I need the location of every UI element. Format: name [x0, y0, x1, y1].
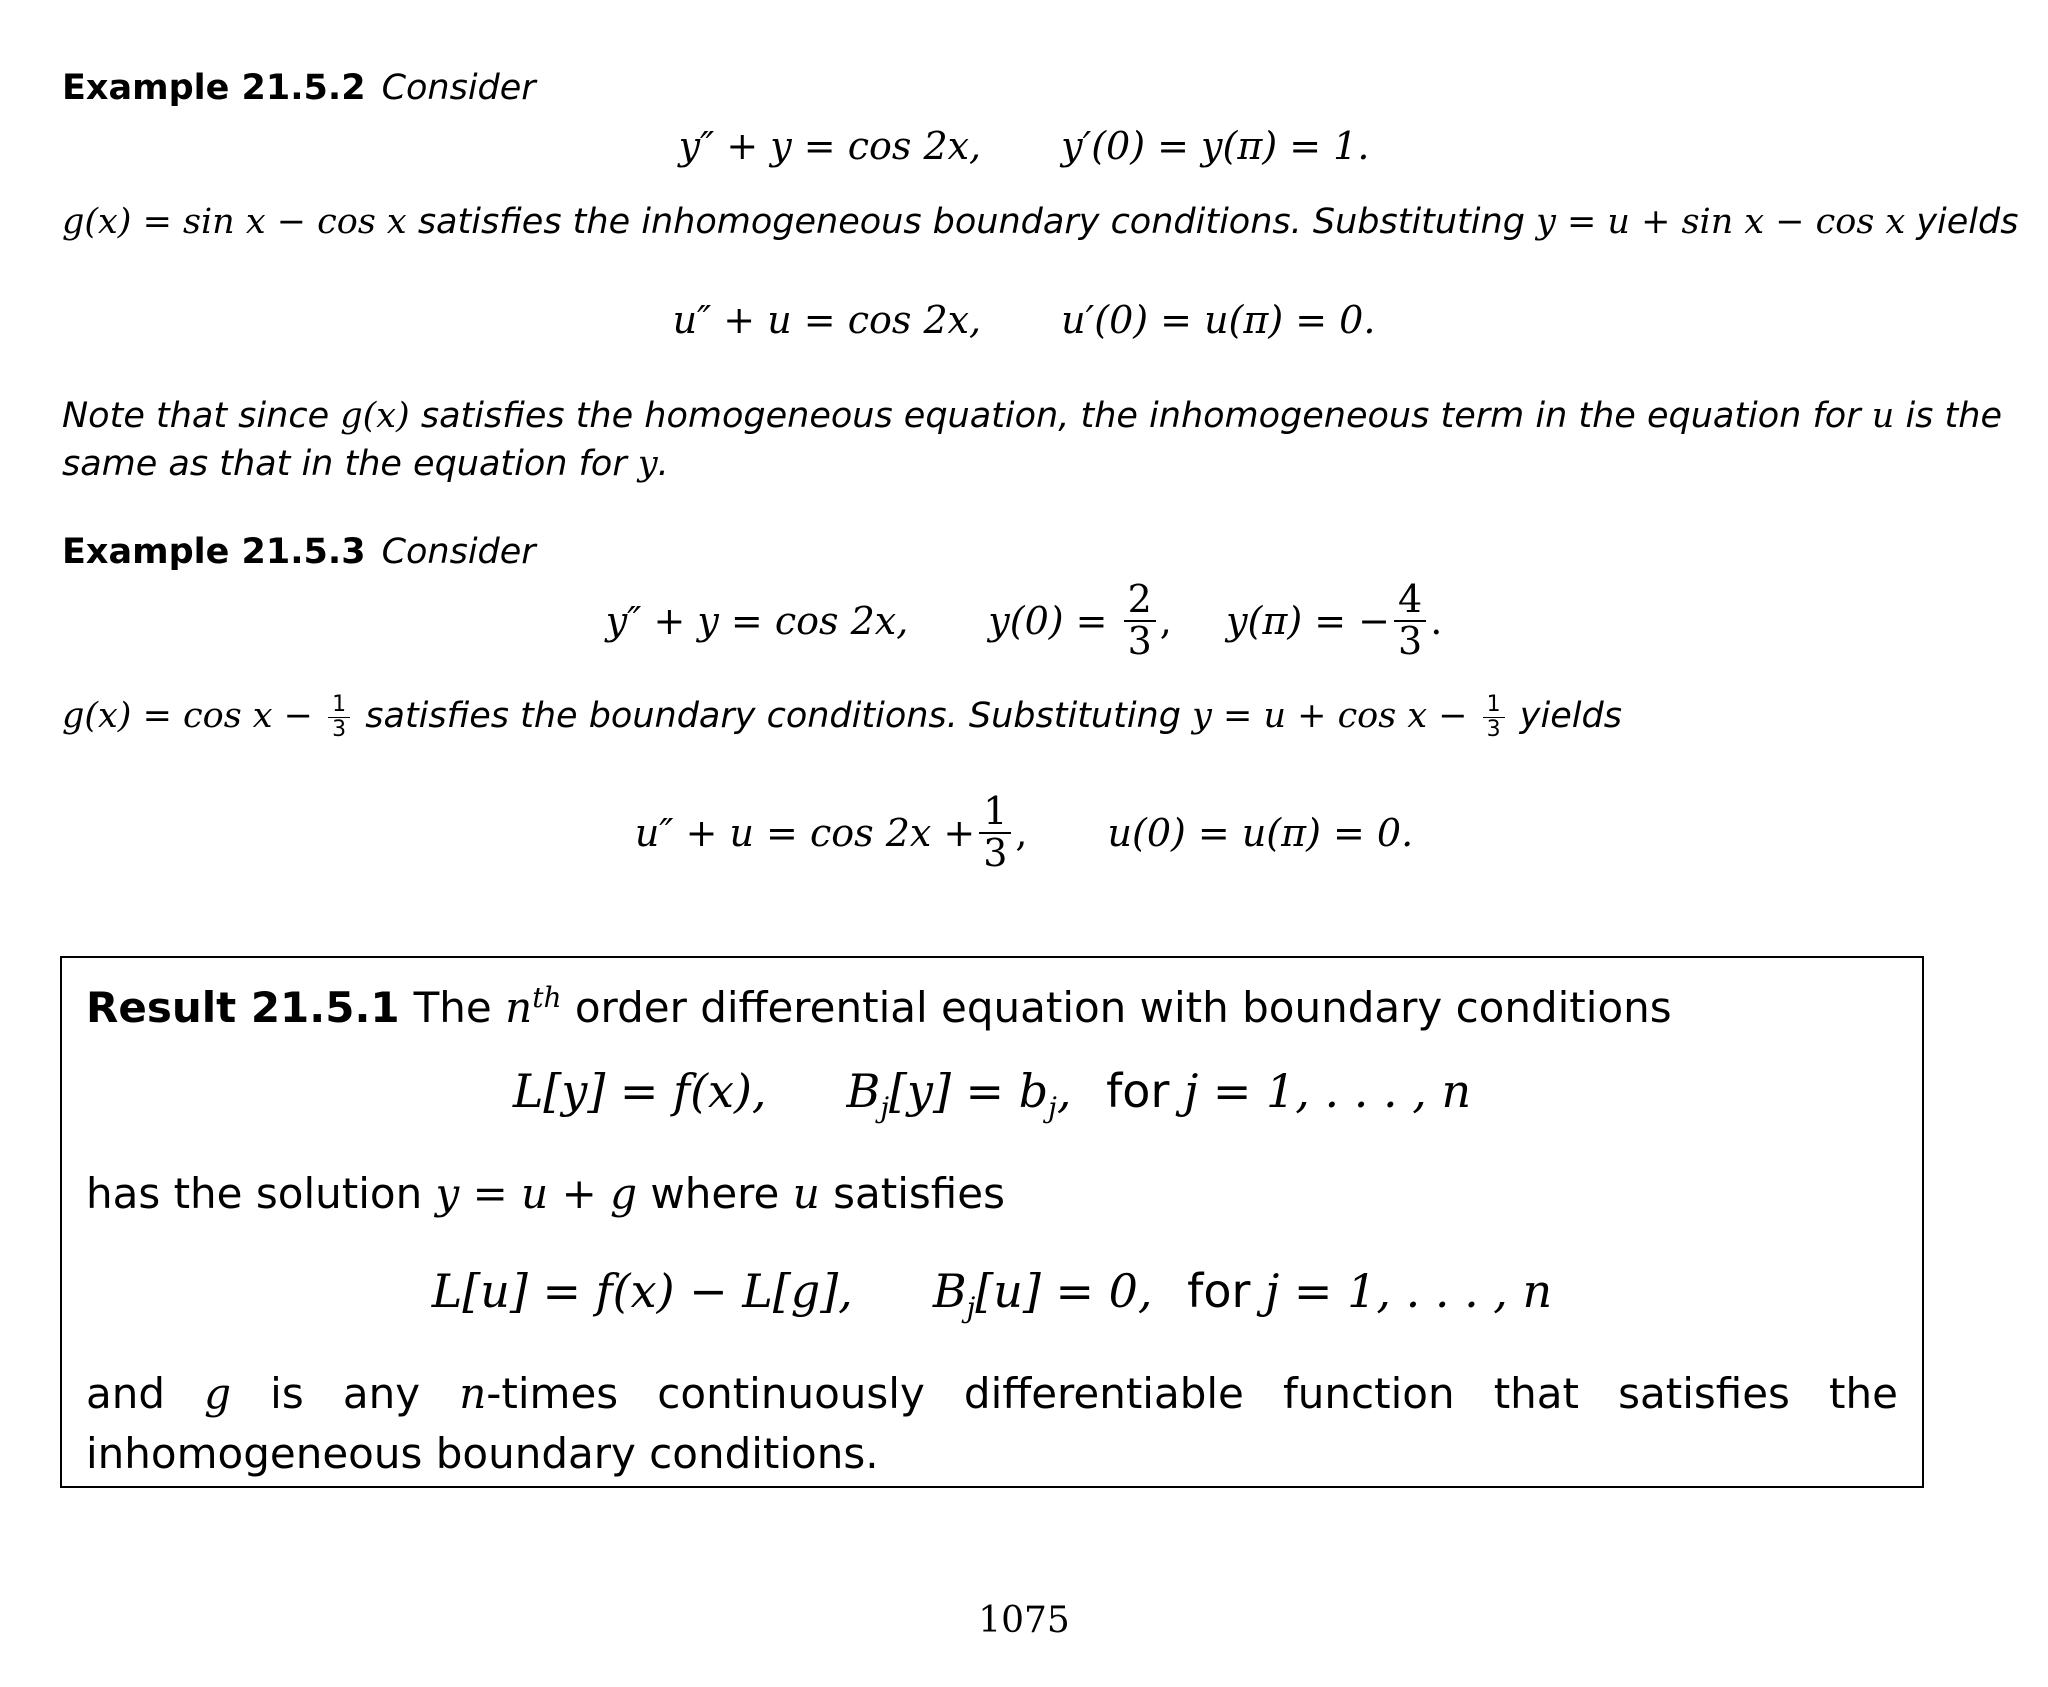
small-fraction: $\frac{1}{3}$ — [328, 693, 350, 740]
example-label: Example 21.5.2 — [62, 68, 366, 108]
substitution-line-1: g(x) = sin x − cos x satisfies the inhomogeneous boundary conditions. Substituting y = u + sin x − cos x yields — [62, 202, 2019, 242]
equation-u-cos2x: u″ + u = cos 2x, u′(0) = u(π) = 0. — [672, 297, 1376, 342]
page-number: 1075 — [978, 1600, 1070, 1641]
example-21-5-2-heading: Example 21.5.2 Consider — [62, 68, 536, 108]
result-equation-1: L[y] = f(x), $B_j[y] = b_j$, for j = 1, . . . , n — [512, 1064, 1472, 1125]
equation-u-fraction: u″ + u = cos 2x + $\frac{1}{3}$ , u(0) = u(π) = 0. — [634, 789, 1414, 875]
result-box — [60, 956, 1924, 1488]
fraction: $\frac{1}{3}$ — [979, 792, 1011, 874]
equation-y-cos2x: y″ + y = cos 2x, y′(0) = y(π) = 1. — [678, 123, 1370, 168]
small-fraction: $\frac{1}{3}$ — [1483, 693, 1505, 740]
result-label: Result 21.5.1 — [86, 983, 400, 1032]
result-solution-line: has the solution y = u + g where u satisfies — [86, 1169, 1005, 1218]
example-label: Example 21.5.3 — [62, 532, 366, 572]
example-21-5-3-heading: Example 21.5.3 Consider — [62, 532, 536, 572]
fraction: $\frac{2}{3}$ — [1124, 580, 1156, 662]
result-equation-2: L[u] = f(x) − L[g], $B_j[u] = 0$, for j = 1, . . . , n — [431, 1264, 1553, 1325]
note-paragraph: Note that since g(x) satisfies the homogeneous equation, the inhomogeneous term in the equation for u is the same as that in the equation for y. — [62, 396, 2002, 484]
equation-y-fraction-bc: y″ + y = cos 2x, y(0) = $\frac{2}{3}$ , y(π) = − $\frac{4}{3}$ . — [605, 577, 1443, 663]
fraction: $\frac{4}{3}$ — [1394, 580, 1426, 662]
result-tail: and g is any n-times continuously differentiable function that satisfies the inhomogeneous boundary conditions. — [86, 1369, 1898, 1478]
result-intro: Result 21.5.1 The $n^{th}$ order differential equation with boundary conditions — [86, 981, 1672, 1032]
substitution-line-2: g(x) = cos x − $\frac{1}{3}$ satisfies the boundary conditions. Substituting y = u + cos x − $\frac{1}{3}$ yields — [62, 692, 1622, 742]
